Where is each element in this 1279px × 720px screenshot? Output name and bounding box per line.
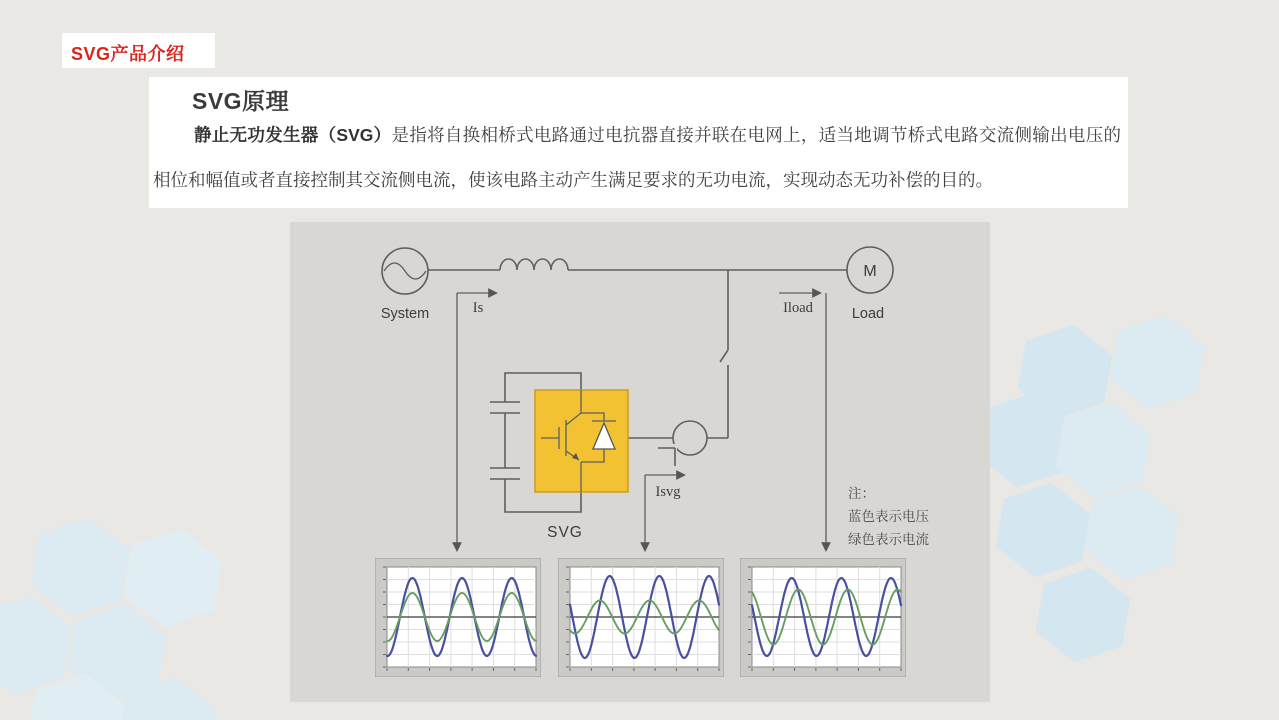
note-line3: 绿色表示电流 — [848, 532, 929, 548]
ac-source-symbol — [382, 248, 428, 294]
isvg-waveform-chart — [558, 558, 724, 677]
body-paragraph — [153, 113, 1121, 203]
waveform-plot-is — [375, 558, 541, 677]
page-title: SVG原理 — [192, 88, 290, 114]
color-note — [848, 486, 929, 548]
is-label: Is — [472, 300, 484, 316]
waveform-plot-iload — [740, 558, 906, 677]
iload-waveform-chart — [740, 558, 906, 677]
motor-load-symbol — [847, 247, 893, 293]
svg-block-label: SVG — [547, 524, 583, 541]
waveform-plot-isvg — [558, 558, 724, 677]
load-label: Load — [851, 306, 885, 322]
iload-measure-arrow — [779, 293, 826, 550]
paragraph-text: 是指将自换相桥式电路通过电抗器直接并联在电网上，适当地调节桥式电路交流侧输出电压的相位和幅值或者直接控制其交流侧电流，使该电路主动产生满足要求的无功电流，实现动态无功补偿的目的。 — [153, 125, 1121, 190]
content-box — [149, 77, 1128, 208]
paragraph-bold-lead: 静止无功发生器（SVG） — [194, 125, 392, 145]
diagram-panel — [290, 222, 990, 702]
system-label: System — [380, 306, 430, 322]
motor-letter: M — [863, 263, 877, 280]
disconnect-switch — [720, 270, 728, 438]
iload-label: Iload — [783, 300, 813, 316]
grid-bus-and-reactor — [428, 259, 847, 270]
hexagon-shape — [991, 475, 1094, 585]
slide-tag — [62, 33, 215, 68]
svg-converter-block — [535, 390, 628, 492]
slide-tag-label: SVG产品介绍 — [71, 44, 185, 64]
current-transformer-symbol — [628, 421, 728, 466]
hexagon-shape — [1105, 307, 1208, 417]
isvg-label: Isvg — [655, 484, 681, 500]
note-line2: 蓝色表示电压 — [848, 509, 929, 525]
is-waveform-chart — [375, 558, 541, 677]
is-measure-arrow — [457, 293, 496, 550]
note-line1: 注： — [848, 486, 875, 502]
